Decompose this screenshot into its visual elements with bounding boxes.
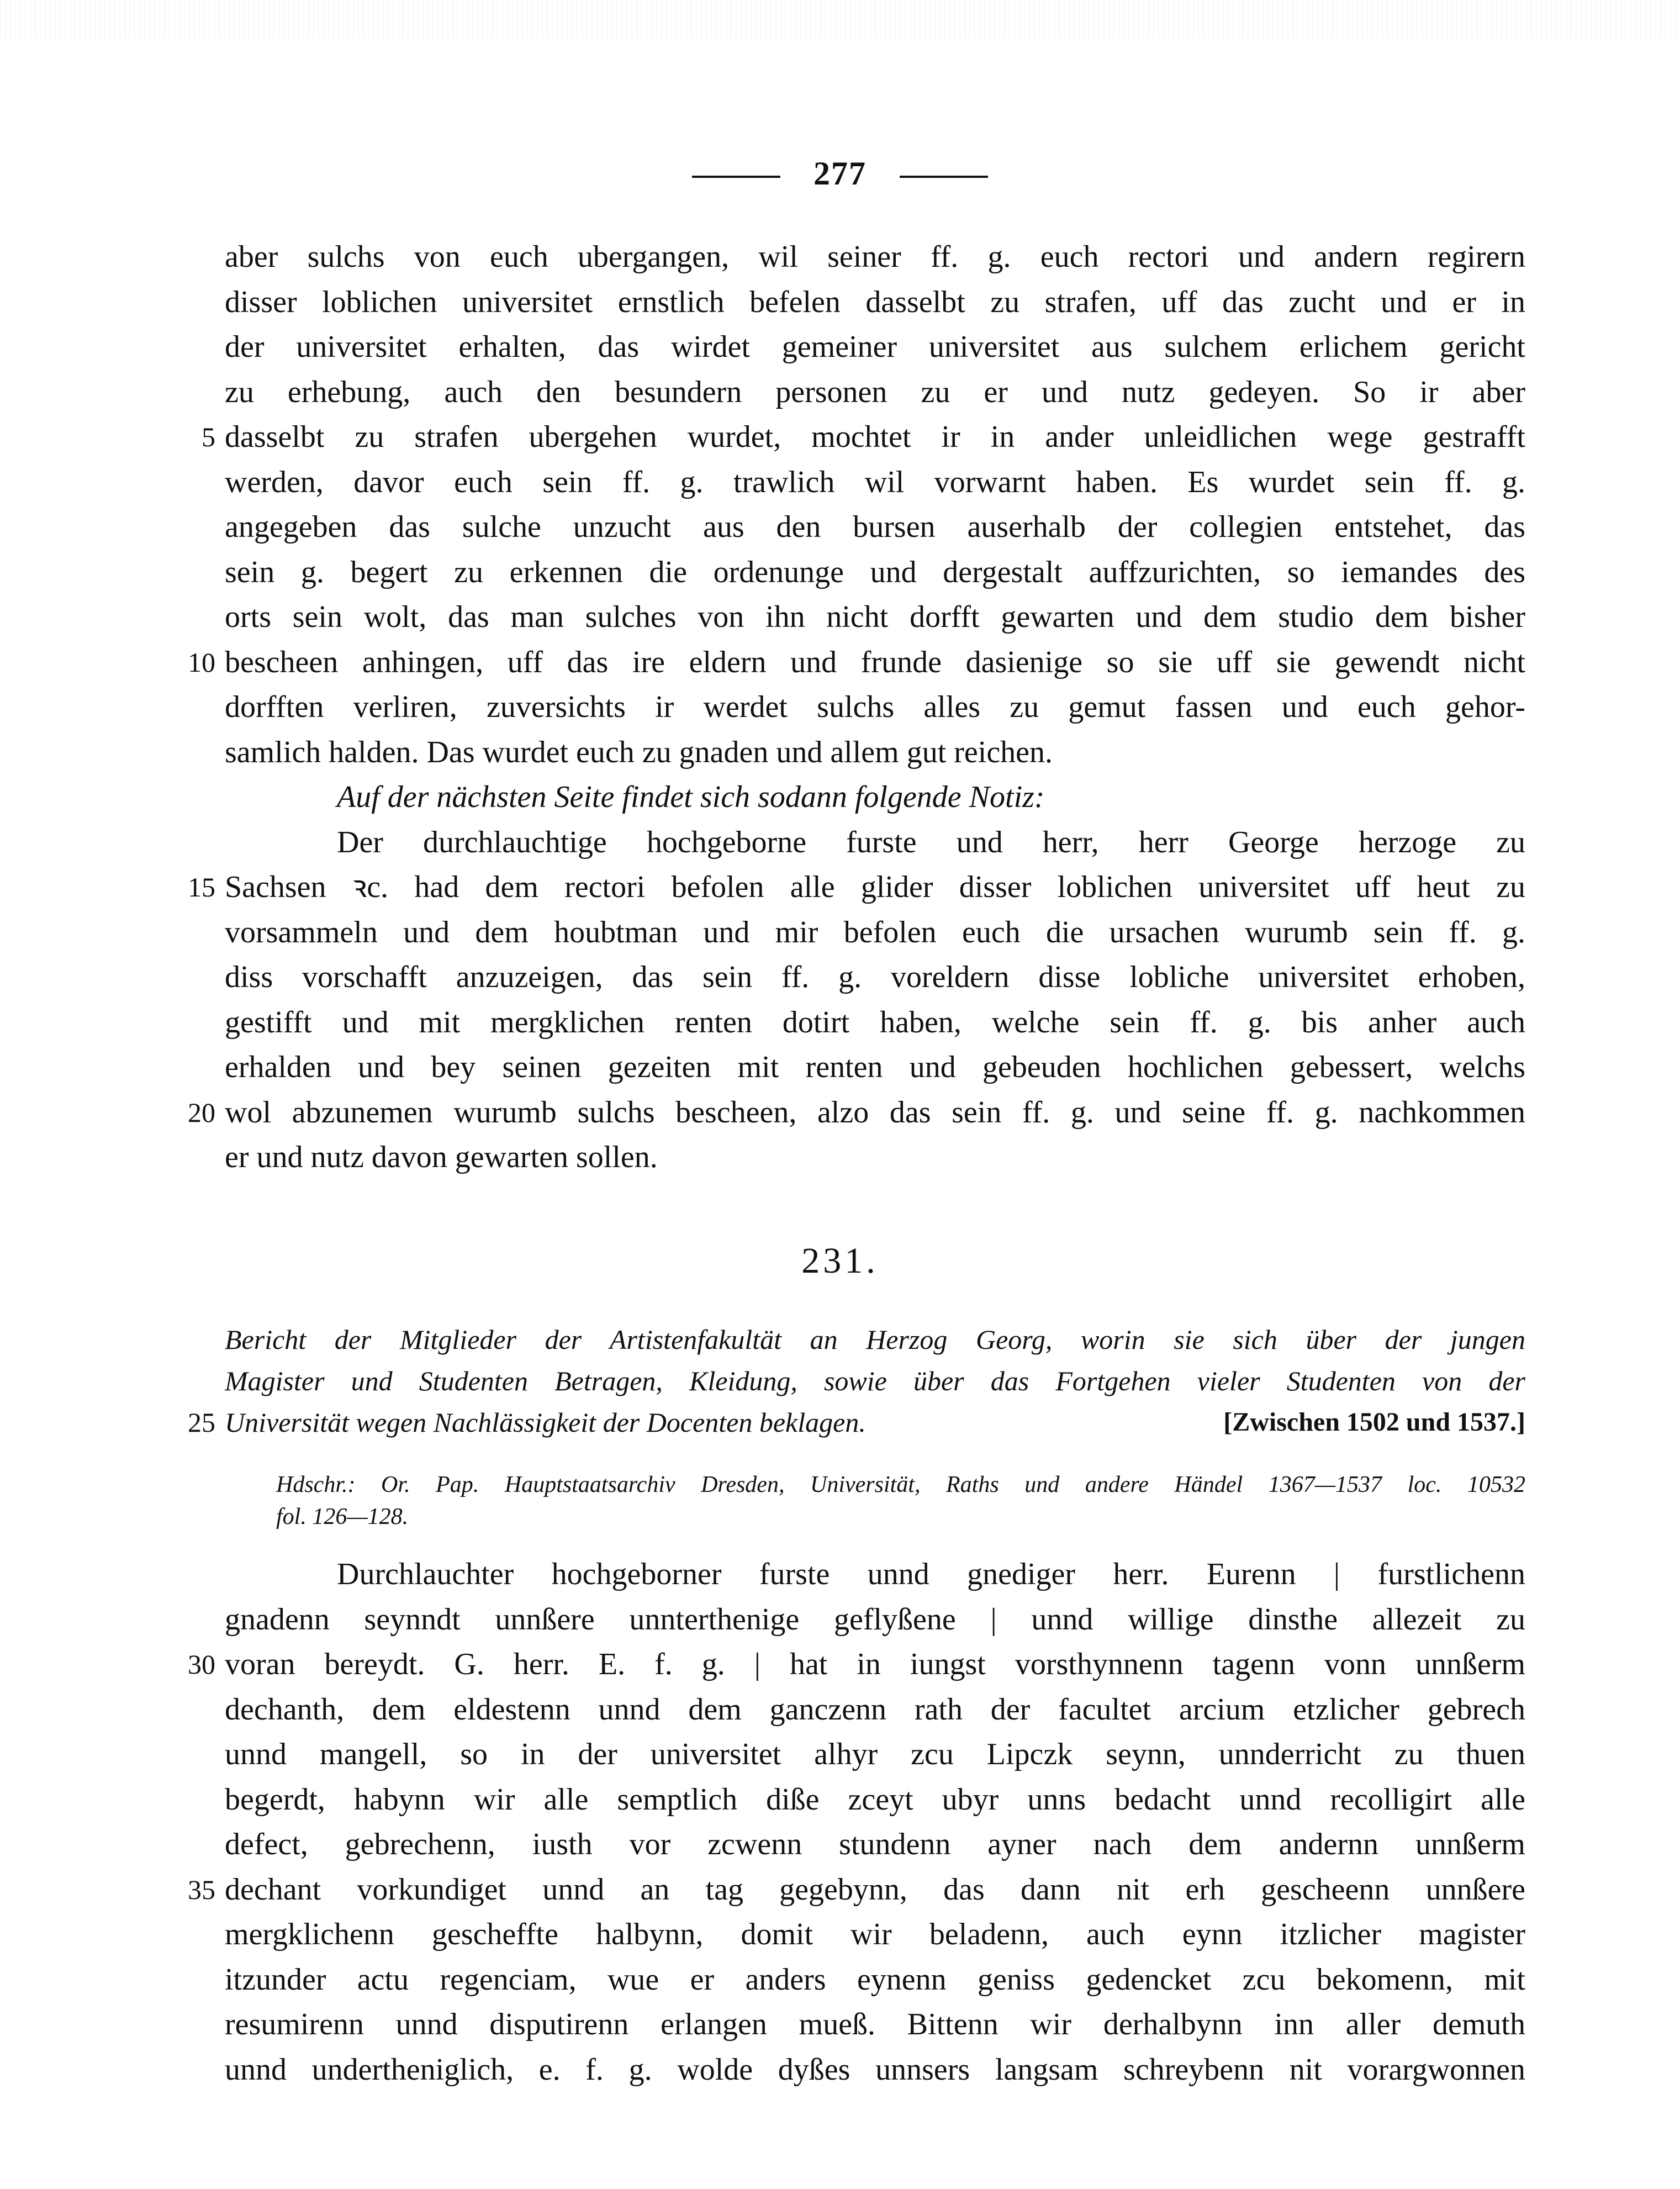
page-header bbox=[0, 155, 1680, 193]
line-number: 10 bbox=[188, 647, 215, 678]
line-number: 30 bbox=[188, 1649, 215, 1680]
editorial-note: Auf der nächsten Seite findet sich sodann folgende Notiz: bbox=[337, 780, 1045, 814]
text-line: vorsammeln und dem houbtman und mir befolen euch die ursachen wurumb sein ff. g. bbox=[225, 915, 1525, 950]
text-line: gnadenn seynndt unnßere unnterthenige geflyßene | unnd willige dinsthe allezeit zu bbox=[225, 1602, 1525, 1637]
text-line: bescheen anhingen, uff das ire eldern und frunde dasienige so sie uff sie gewendt nicht bbox=[225, 645, 1525, 679]
line-number: 15 bbox=[188, 872, 215, 903]
text-line: diss vorschafft anzuzeigen, das sein ff. g. voreldern disse lobliche universitet erhoben, bbox=[225, 960, 1525, 994]
text-line: werden, davor euch sein ff. g. trawlich wil vorwarnt haben. Es wurdet sein ff. g. bbox=[225, 465, 1525, 499]
text-line: dasselbt zu strafen ubergehen wurdet, mochtet ir in ander unleidlichen wege gestrafft bbox=[225, 420, 1525, 454]
text-line: zu erhebung, auch den besundern personen zu er und nutz gedeyen. So ir aber bbox=[225, 375, 1525, 409]
text-line: dorfften verliren, zuversichts ir werdet sulchs alles zu gemut fassen und euch gehor- bbox=[225, 690, 1525, 724]
source-line: Hdschr.: Or. Pap. Hauptstaatsarchiv Dresden, Universität, Raths und andere Händel 1367—1537 loc. 10532 bbox=[276, 1472, 1525, 1497]
text-line: samlich halden. Das wurdet euch zu gnaden und allem gut reichen. bbox=[225, 735, 1053, 769]
text-line: aber sulchs von euch ubergangen, wil seiner ff. g. euch rectori und andern regirern bbox=[225, 240, 1525, 274]
text-line: orts sein wolt, das man sulches von ihn nicht dorfft gewarten und dem studio dem bisher bbox=[225, 600, 1525, 634]
header-rule-right bbox=[900, 176, 988, 178]
text-line: unnd undertheniglich, e. f. g. wolde dyßes unnsers langsam schreybenn nit vorargwonnen bbox=[225, 2053, 1525, 2087]
document-date: [Zwischen 1502 und 1537.] bbox=[1223, 1407, 1525, 1437]
text-line: itzunder actu regenciam, wue er anders eynenn geniss gedencket zcu bekomenn, mit bbox=[225, 1963, 1525, 1997]
line-number: 35 bbox=[188, 1874, 215, 1905]
source-line: fol. 126—128. bbox=[276, 1504, 409, 1529]
text-line: wol abzunemen wurumb sulchs bescheen, alzo das sein ff. g. und seine ff. g. nachkommen bbox=[225, 1095, 1525, 1130]
text-line: Durchlauchter hochgeborner furste unnd gnediger herr. Eurenn | furstlichenn bbox=[337, 1557, 1525, 1591]
text-line: begerdt, habynn wir alle semptlich diße zceyt ubyr unns bedacht unnd recolligirt alle bbox=[225, 1782, 1525, 1817]
text-line: defect, gebrechenn, iusth vor zcwenn stundenn ayner nach dem andernn unnßerm bbox=[225, 1827, 1525, 1861]
text-line: gestifft und mit mergklichen renten dotirt haben, welche sein ff. g. bis anher auch bbox=[225, 1005, 1525, 1040]
text-line: er und nutz davon gewarten sollen. bbox=[225, 1140, 658, 1174]
summary-line: Universität wegen Nachlässigkeit der Docenten beklagen. bbox=[225, 1407, 866, 1438]
summary-line: Bericht der Mitglieder der Artistenfakultät an Herzog Georg, worin sie sich über der jungen bbox=[225, 1324, 1525, 1355]
text-line: angegeben das sulche unzucht aus den bursen auserhalb der collegien entstehet, das bbox=[225, 510, 1525, 544]
text-line: unnd mangell, so in der universitet alhyr zcu Lipczk seynn, unnderricht zu thuen bbox=[225, 1737, 1525, 1771]
document-number: 231. bbox=[801, 1241, 879, 1281]
text-line: disser loblichen universitet ernstlich befelen dasselbt zu strafen, uff das zucht und er in bbox=[225, 285, 1525, 319]
text-line: der universitet erhalten, das wirdet gemeiner universitet aus sulchem erlichem gericht bbox=[225, 330, 1525, 364]
summary-line: Magister und Studenten Betragen, Kleidung, sowie über das Fortgehen vieler Studenten von der bbox=[225, 1365, 1525, 1396]
text-line: resumirenn unnd disputirenn erlangen mueß. Bittenn wir derhalbynn inn aller demuth bbox=[225, 2007, 1525, 2042]
scan-edge-noise bbox=[0, 0, 1680, 39]
text-line: sein g. begert zu erkennen die ordenunge und dergestalt auffzurichten, so iemandes des bbox=[225, 555, 1525, 589]
header-rule-left bbox=[692, 176, 780, 178]
line-number: 5 bbox=[202, 421, 215, 452]
text-line: mergklichenn gescheffte halbynn, domit wir beladenn, auch eynn itzlicher magister bbox=[225, 1917, 1525, 1951]
text-line: dechanth, dem eldestenn unnd dem ganczenn rath der facultet arcium etzlicher gebrech bbox=[225, 1692, 1525, 1727]
text-line: erhalden und bey seinen gezeiten mit renten und gebeuden hochlichen gebessert, welchs bbox=[225, 1050, 1525, 1084]
line-number: 25 bbox=[188, 1407, 215, 1438]
line-number: 20 bbox=[188, 1097, 215, 1128]
text-line: Der durchlauchtige hochgeborne furste und herr, herr George herzoge zu bbox=[337, 825, 1525, 859]
text-line: voran bereydt. G. herr. E. f. g. | hat in iungst vorsthynnenn tagenn vonn unnßerm bbox=[225, 1647, 1525, 1681]
page-number: 277 bbox=[813, 155, 867, 192]
text-line: dechant vorkundiget unnd an tag gegebynn, das dann nit erh gescheenn unnßere bbox=[225, 1872, 1525, 1907]
text-line: Sachsen ꝛc. had dem rectori befolen alle glider disser loblichen universitet uff heut zu bbox=[225, 870, 1525, 904]
